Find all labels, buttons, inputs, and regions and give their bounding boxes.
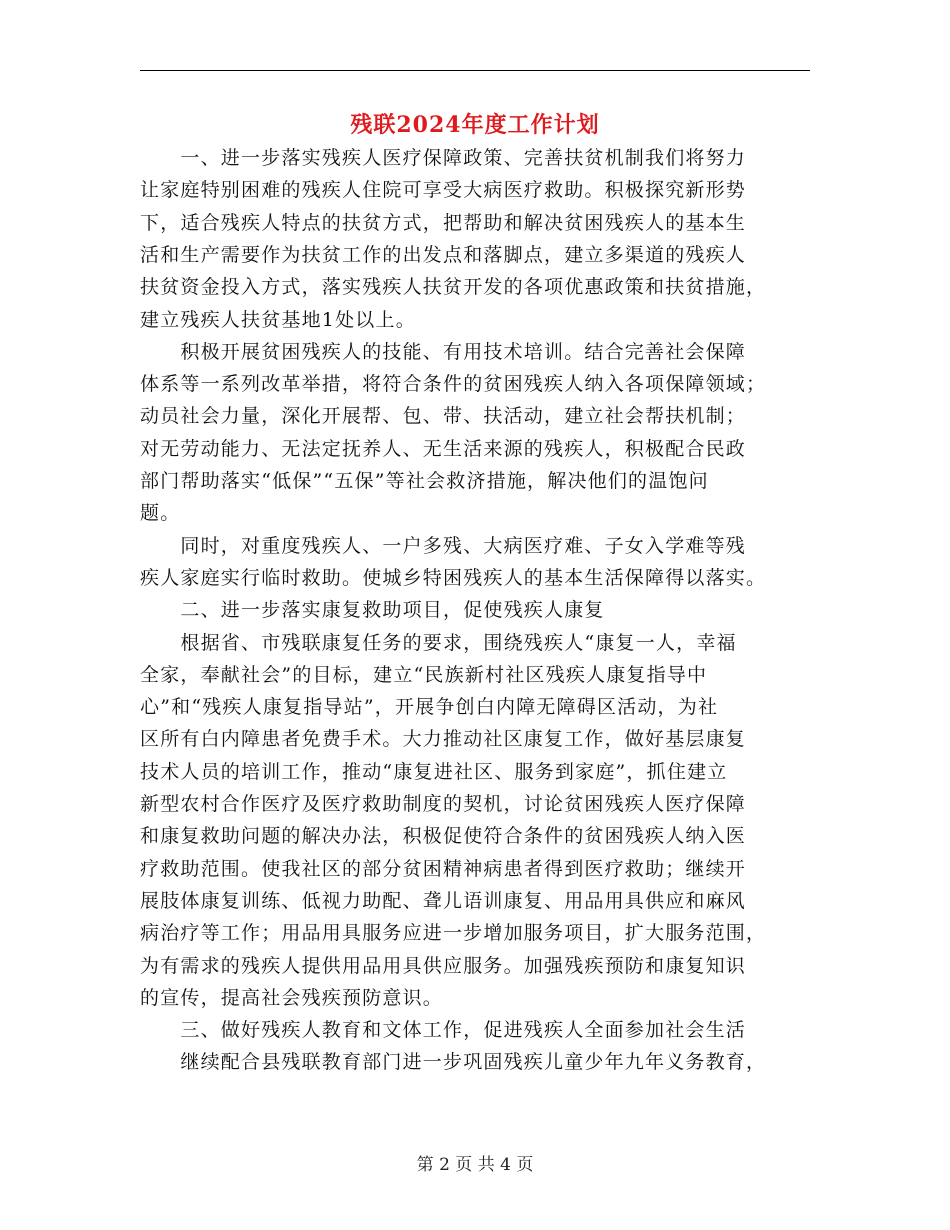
text-line: 病治疗等工作；用品用具服务应进一步增加服务项目，扩大服务范围，: [140, 922, 767, 945]
page-footer: 第 2 页 共 4 页: [416, 1155, 534, 1175]
text-line: 扶贫资金投入方式，落实残疾人扶贫开发的各项优惠政策和扶贫措施，: [140, 276, 767, 299]
text-line: 区所有白内障患者免费手术。大力推动社区康复工作，做好基层康复: [140, 728, 747, 751]
text-line: 部门帮助落实“低保”“五保”等社会救济措施，解决他们的温饱问: [140, 470, 709, 492]
document-title: 残联2024年度工作计划: [350, 112, 600, 138]
text-line: 活和生产需要作为扶贫工作的出发点和落脚点，建立多渠道的残疾人: [140, 243, 747, 266]
text-line: 全家，奉献社会”的目标，建立“民族新村社区残疾人康复指导中: [140, 663, 708, 686]
text-line: 建立残疾人扶贫基地1处以上。: [140, 308, 416, 331]
text-line: 新型农村合作医疗及医疗救助制度的契机，讨论贫困残疾人医疗保障: [140, 793, 747, 815]
text-line: 积极开展贫困残疾人的技能、有用技术培训。结合完善社会保障: [140, 340, 747, 363]
text-line: 题。: [140, 502, 181, 525]
text-line: 疗救助范围。使我社区的部分贫困精神病患者得到医疗救助；继续开: [140, 857, 747, 880]
text-line: 对无劳动能力、无法定抚养人、无生活来源的残疾人，积极配合民政: [140, 437, 747, 460]
text-line: 下，适合残疾人特点的扶贫方式，把帮助和解决贫困残疾人的基本生: [140, 211, 747, 234]
text-line: 心”和“残疾人康复指导站”，开展争创白内障无障碍区活动，为社: [140, 696, 719, 719]
text-line: 为有需求的残疾人提供用品用具供应服务。加强残疾预防和康复知识: [140, 954, 747, 977]
text-line: 继续配合县残联教育部门进一步巩固残疾儿童少年九年义务教育，: [140, 1051, 767, 1074]
text-line: 技术人员的培训工作，推动“康复进社区、服务到家庭”，抓住建立: [140, 760, 728, 783]
text-line: 根据省、市残联康复任务的要求，围绕残疾人“康复一人，幸福: [140, 631, 737, 654]
text-line: 同时，对重度残疾人、一户多残、大病医疗难、子女入学难等残: [140, 534, 747, 557]
text-line: 和康复救助问题的解决办法，积极促使符合条件的贫困残疾人纳入医: [140, 825, 747, 848]
text-line: 三、做好残疾人教育和文体工作，促进残疾人全面参加社会生活: [140, 1019, 747, 1042]
text-line: 一、进一步落实残疾人医疗保障政策、完善扶贫机制我们将努力: [140, 147, 747, 169]
text-line: 体系等一系列改革举措，将符合条件的贫困残疾人纳入各项保障领域；: [140, 373, 767, 396]
text-line: 让家庭特别困难的残疾人住院可享受大病医疗救助。积极探究新形势: [140, 179, 747, 202]
header-rule: [140, 70, 810, 71]
text-line: 二、进一步落实康复救助项目，促使残疾人康复: [140, 599, 605, 622]
text-line: 疾人家庭实行临时救助。使城乡特困残疾人的基本生活保障得以落实。: [140, 566, 767, 589]
text-line: 的宣传，提高社会残疾预防意识。: [140, 986, 444, 1009]
text-line: 展肢体康复训练、低视力助配、聋儿语训康复、用品用具供应和麻风: [140, 889, 747, 912]
text-line: 动员社会力量，深化开展帮、包、带、扶活动，建立社会帮扶机制；: [140, 405, 747, 428]
